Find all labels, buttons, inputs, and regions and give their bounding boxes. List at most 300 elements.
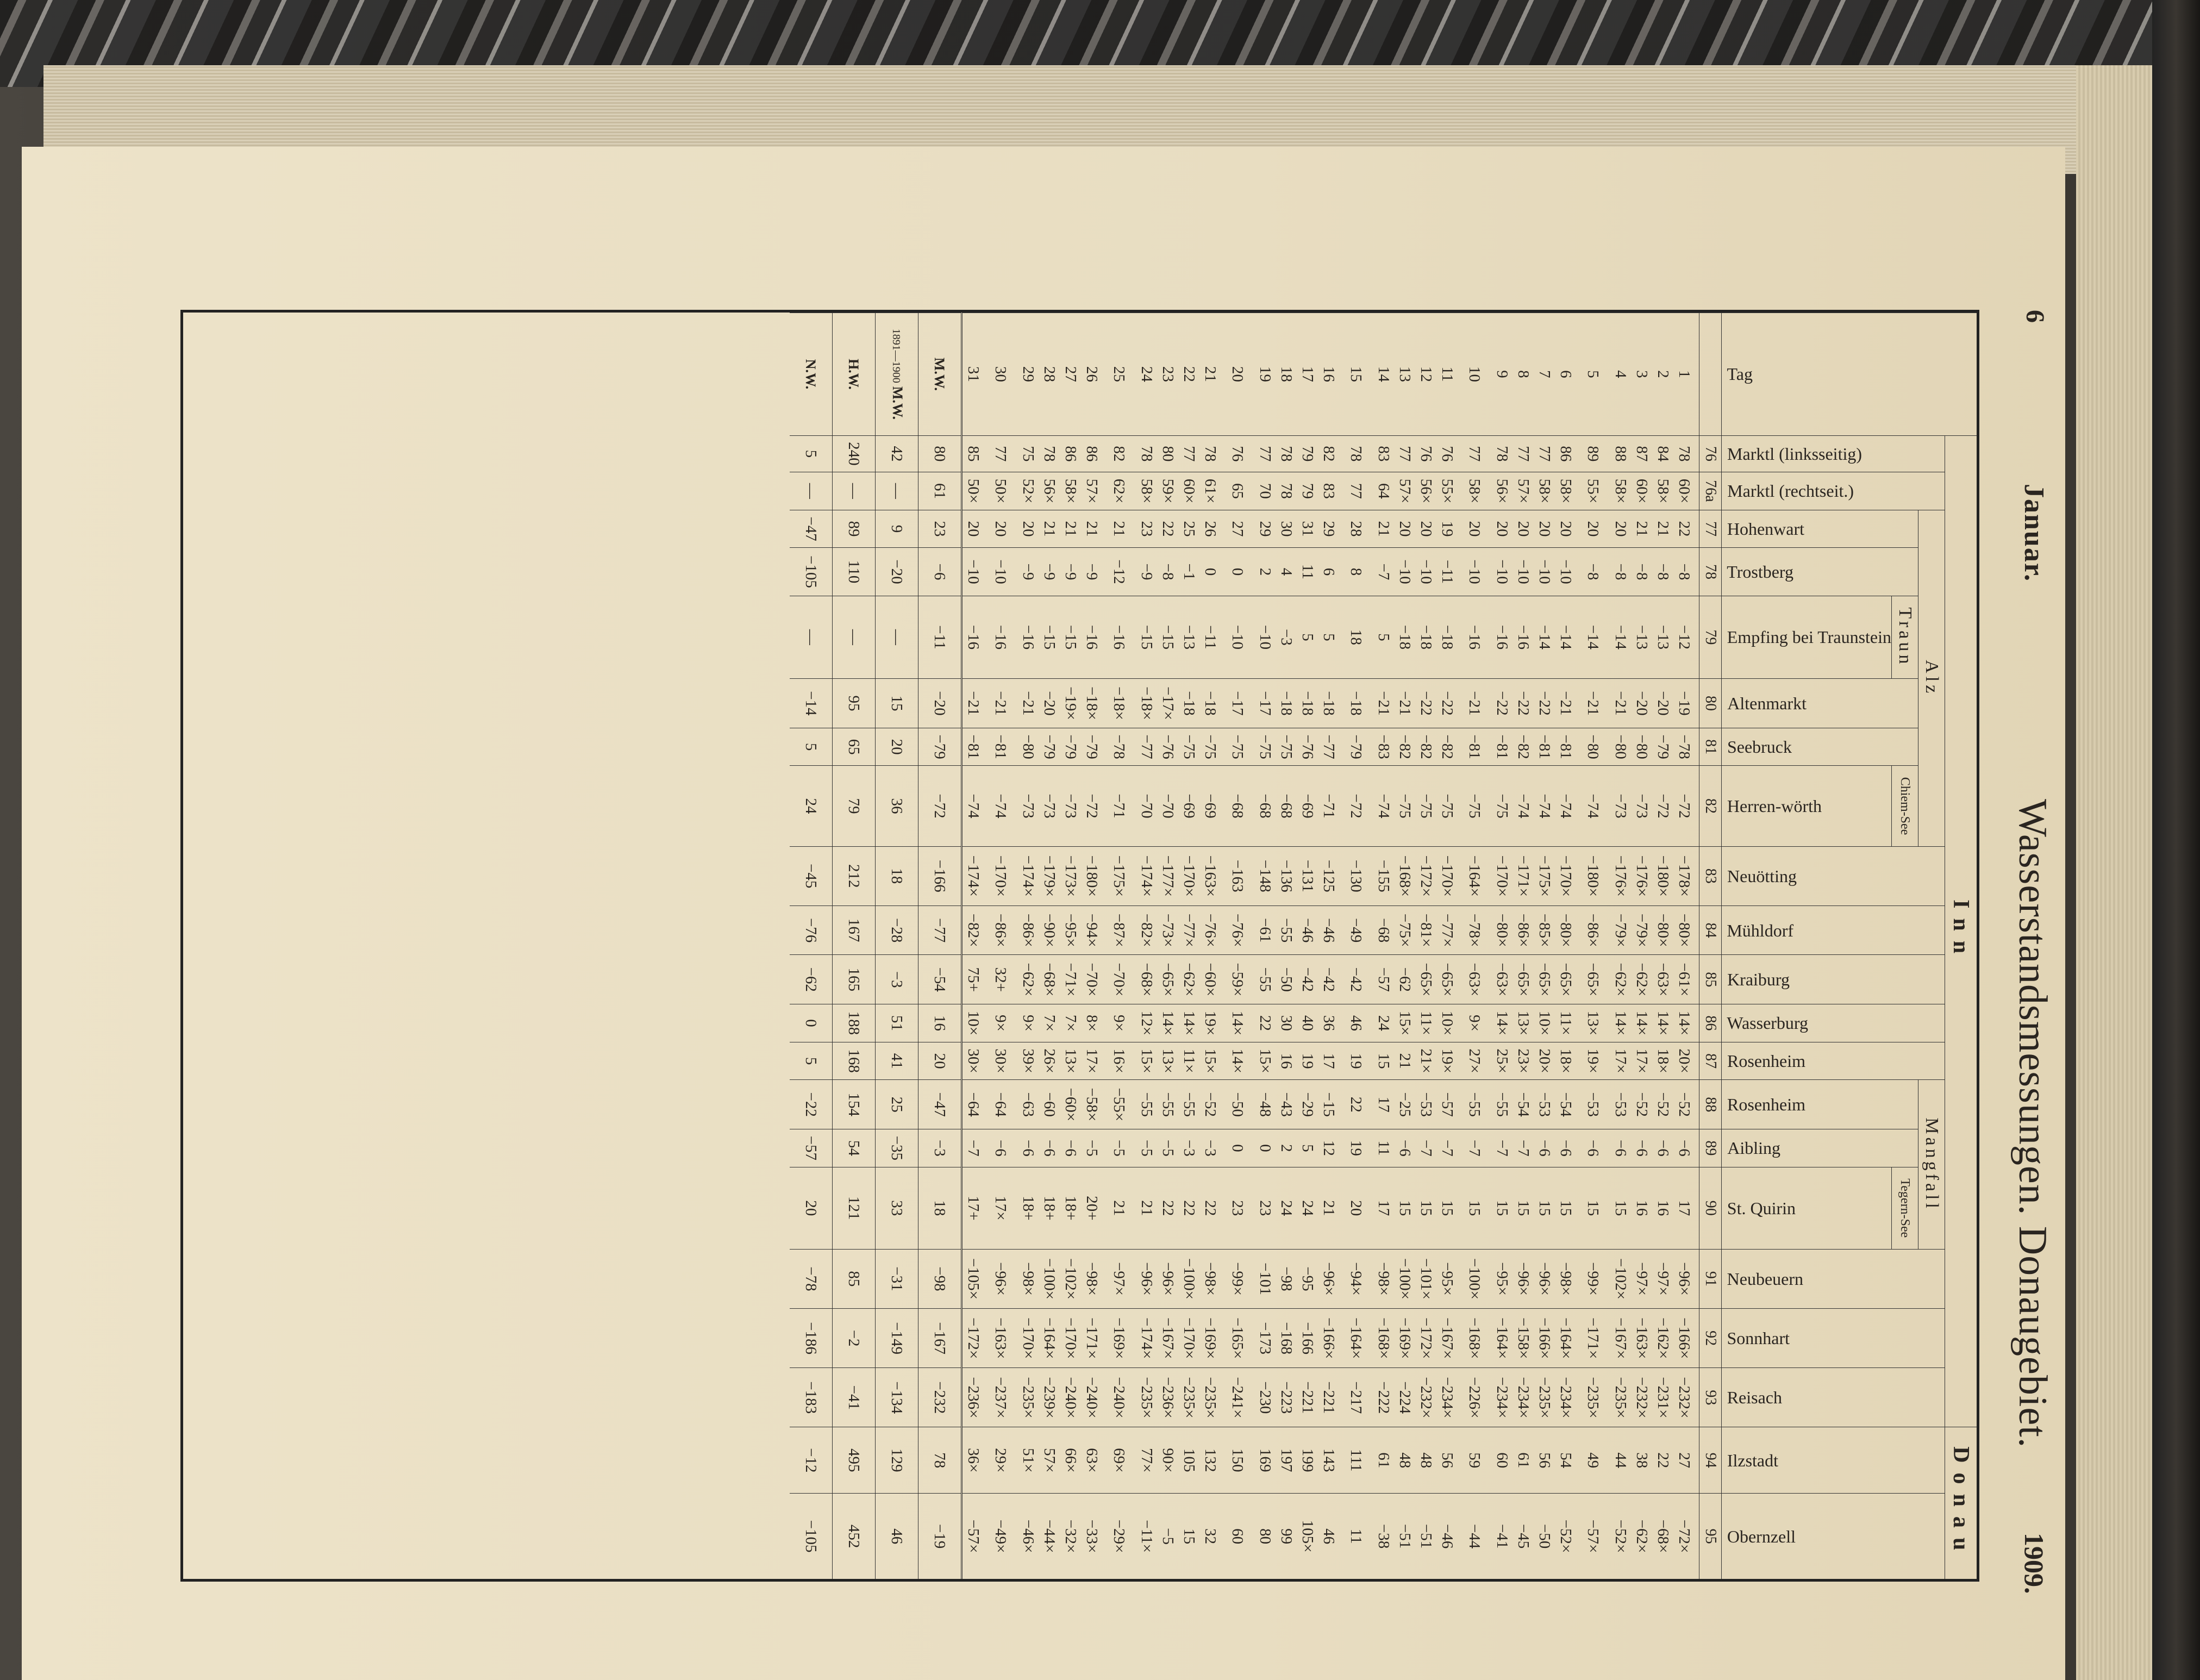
value-cell: −8 — [1157, 548, 1178, 596]
value-cell: −50 — [1534, 1494, 1555, 1579]
value-cell: −62× — [1178, 955, 1199, 1004]
table-row — [1039, 313, 1060, 1579]
value-cell: −164× — [1555, 1309, 1576, 1368]
station-header-13: Rosenheim — [1721, 1080, 1918, 1129]
value-cell: −18 — [1199, 679, 1221, 728]
value-cell: −232 — [918, 1368, 961, 1427]
value-cell: 18+ — [1017, 1167, 1039, 1249]
value-cell: −70 — [1157, 766, 1178, 846]
value-cell: −46 — [1436, 1494, 1458, 1579]
value-cell: −79 — [1339, 728, 1373, 766]
value-cell: 61× — [1199, 472, 1221, 510]
value-cell: −77× — [1178, 905, 1199, 955]
page-edges-side — [2076, 65, 2163, 1680]
value-cell: −19 — [918, 1494, 961, 1579]
value-cell: −45 — [1512, 1494, 1534, 1579]
value-cell: 88 — [1610, 435, 1631, 472]
value-cell: −70× — [1081, 955, 1102, 1004]
value-cell: −21 — [984, 679, 1017, 728]
value-cell: 25 — [875, 1080, 918, 1129]
value-cell: −20 — [918, 679, 961, 728]
period-label-cell — [875, 313, 918, 436]
day-cell: 6 — [1555, 313, 1576, 436]
value-cell: −22 — [1491, 679, 1512, 728]
value-cell: 23× — [1512, 1042, 1534, 1080]
value-cell: 57× — [1081, 472, 1102, 510]
station-number-17: 92 — [1699, 1309, 1721, 1368]
value-cell: −18 — [1297, 679, 1318, 728]
value-cell: 19× — [1436, 1042, 1458, 1080]
value-cell: −241× — [1221, 1368, 1254, 1427]
value-cell: 24 — [1297, 1167, 1318, 1249]
station-header-9: Mühldorf — [1721, 905, 1945, 955]
value-cell: −75 — [1221, 728, 1254, 766]
value-cell: 21 — [1652, 510, 1673, 548]
value-cell: −14 — [1555, 596, 1576, 679]
value-cell: 82 — [1102, 435, 1136, 472]
value-cell: −2 — [832, 1309, 875, 1368]
value-cell: 143 — [1318, 1427, 1339, 1494]
value-cell: 26× — [1039, 1042, 1060, 1080]
value-cell: 20 — [1394, 510, 1415, 548]
value-cell: −74 — [1512, 766, 1534, 846]
value-cell: −80× — [1673, 905, 1699, 955]
value-cell: −69 — [1178, 766, 1199, 846]
value-cell: −13 — [1631, 596, 1652, 679]
value-cell: −149 — [875, 1309, 918, 1368]
value-cell: 18× — [1555, 1042, 1576, 1080]
value-cell: −95 — [1297, 1249, 1318, 1308]
value-cell: 17 — [1373, 1167, 1394, 1249]
value-cell: 0 — [1254, 1129, 1276, 1167]
value-cell: −52 — [1652, 1080, 1673, 1129]
value-cell: −9 — [1039, 548, 1060, 596]
value-cell: −7 — [1415, 1129, 1436, 1167]
value-cell: 495 — [832, 1427, 875, 1494]
value-cell: −80× — [1491, 905, 1512, 955]
value-cell: −98× — [1081, 1249, 1102, 1308]
value-cell: 15× — [1136, 1042, 1157, 1080]
value-cell: −65× — [1534, 955, 1555, 1004]
value-cell: 77× — [1136, 1427, 1157, 1494]
value-cell: −80 — [1610, 728, 1631, 766]
day-cell: 27 — [1060, 313, 1081, 436]
value-cell: 199 — [1297, 1427, 1318, 1494]
value-cell: −1 — [1178, 548, 1199, 596]
value-cell: −6 — [1017, 1129, 1039, 1167]
station-header-5: Altenmarkt — [1721, 679, 1918, 728]
station-header-20: Obernzell — [1721, 1494, 1945, 1579]
value-cell: 30× — [961, 1042, 984, 1080]
value-cell: 14× — [1631, 1004, 1652, 1042]
value-cell: 20 — [961, 510, 984, 548]
value-cell: −5 — [1081, 1129, 1102, 1167]
value-cell: −167× — [1610, 1309, 1631, 1368]
value-cell: −61 — [1254, 905, 1276, 955]
value-cell: −180× — [1081, 846, 1102, 905]
value-cell: 78 — [1276, 435, 1297, 472]
value-cell: 167 — [832, 905, 875, 955]
value-cell: 15 — [1555, 1167, 1576, 1249]
value-cell: 99 — [1276, 1494, 1297, 1579]
value-cell: −78× — [1458, 905, 1491, 955]
value-cell: −57× — [1576, 1494, 1610, 1579]
value-cell: −77 — [1136, 728, 1157, 766]
value-cell: −18 — [1318, 679, 1339, 728]
value-cell: −158× — [1512, 1309, 1534, 1368]
value-cell: 19× — [1199, 1004, 1221, 1042]
value-cell: −235× — [1199, 1368, 1221, 1427]
value-cell: −70 — [1136, 766, 1157, 846]
value-cell: 77 — [1254, 435, 1276, 472]
value-cell: −125 — [1318, 846, 1339, 905]
value-cell: 20 — [984, 510, 1017, 548]
day-cell: 2 — [1652, 313, 1673, 436]
value-cell: −98× — [1373, 1249, 1394, 1308]
value-cell: −98× — [1017, 1249, 1039, 1308]
value-cell: −234× — [1555, 1368, 1576, 1427]
value-cell: 15 — [1610, 1167, 1631, 1249]
water-level-table — [180, 310, 1979, 1582]
station-header-6: Seebruck — [1721, 728, 1918, 766]
value-cell: −170× — [1555, 846, 1576, 905]
value-cell: −46 — [1318, 905, 1339, 955]
value-cell: −13 — [1652, 596, 1673, 679]
value-cell: −61× — [1673, 955, 1699, 1004]
value-cell: −6 — [1534, 1129, 1555, 1167]
day-cell: 29 — [1017, 313, 1039, 436]
value-cell: −234× — [1436, 1368, 1458, 1427]
value-cell: 11 — [1339, 1494, 1373, 1579]
value-cell: 168 — [832, 1042, 875, 1080]
value-cell: −8 — [1652, 548, 1673, 596]
value-cell: 39× — [1017, 1042, 1039, 1080]
value-cell: 22 — [1157, 1167, 1178, 1249]
value-cell: −167× — [1436, 1309, 1458, 1368]
station-number-20: 95 — [1699, 1494, 1721, 1579]
table-row — [1436, 313, 1458, 1579]
value-cell: −96× — [1673, 1249, 1699, 1308]
value-cell: 5 — [1318, 596, 1339, 679]
value-cell: 41 — [875, 1042, 918, 1080]
value-cell: 32+ — [984, 955, 1017, 1004]
value-cell: 17 — [1318, 1042, 1339, 1080]
value-cell: 50× — [984, 472, 1017, 510]
value-cell: 12× — [1136, 1004, 1157, 1042]
day-cell: 21 — [1199, 313, 1221, 436]
value-cell: 21 — [1039, 510, 1060, 548]
day-cell: 5 — [1576, 313, 1610, 436]
value-cell: 36× — [961, 1427, 984, 1494]
station-number-19: 94 — [1699, 1427, 1721, 1494]
value-cell: 95 — [832, 679, 875, 728]
value-cell: 56 — [1436, 1427, 1458, 1494]
value-cell: −171× — [1512, 846, 1534, 905]
value-cell: 87 — [1631, 435, 1652, 472]
value-cell: 11× — [1415, 1004, 1436, 1042]
stat-label: H.W. — [846, 358, 862, 390]
value-cell: 17× — [1081, 1042, 1102, 1080]
value-cell: −55 — [1254, 955, 1276, 1004]
value-cell: −49× — [984, 1494, 1017, 1579]
value-cell: −217 — [1339, 1368, 1373, 1427]
value-cell: 8 — [1339, 548, 1373, 596]
value-cell: 40 — [1297, 1004, 1318, 1042]
day-cell: 20 — [1221, 313, 1254, 436]
value-cell: 55× — [1576, 472, 1610, 510]
value-cell: −230 — [1254, 1368, 1276, 1427]
value-cell: −52 — [1631, 1080, 1652, 1129]
value-cell: 89 — [1576, 435, 1610, 472]
value-cell: −5 — [1136, 1129, 1157, 1167]
value-cell: 240 — [832, 435, 875, 472]
value-cell: −18× — [1102, 679, 1136, 728]
value-cell: −16 — [1491, 596, 1512, 679]
value-cell: 86 — [1060, 435, 1081, 472]
table-row — [1254, 313, 1276, 1579]
value-cell: 85 — [961, 435, 984, 472]
value-cell: −131 — [1297, 846, 1318, 905]
value-cell: −83 — [1373, 728, 1394, 766]
table-row — [1534, 313, 1555, 1579]
value-cell: −46× — [1017, 1494, 1039, 1579]
stat-label: N.W. — [803, 359, 819, 390]
station-number-10: 85 — [1699, 955, 1721, 1004]
value-cell: −175× — [1102, 846, 1136, 905]
value-cell: −8 — [1610, 548, 1631, 596]
table-row — [1415, 313, 1436, 1579]
station-header-12: Rosenheim — [1721, 1042, 1945, 1080]
value-cell: 61 — [1512, 1427, 1534, 1494]
value-cell: 58× — [1534, 472, 1555, 510]
day-cell: 9 — [1491, 313, 1512, 436]
value-cell: −72 — [1652, 766, 1673, 846]
value-cell: −6 — [1652, 1129, 1673, 1167]
value-cell: −76 — [1297, 728, 1318, 766]
value-cell: 13× — [1512, 1004, 1534, 1042]
value-cell: −18 — [1394, 596, 1415, 679]
value-cell: −81 — [961, 728, 984, 766]
value-cell: −11 — [1199, 596, 1221, 679]
value-cell: −78 — [1673, 728, 1699, 766]
value-cell: −11 — [918, 596, 961, 679]
value-cell: −29× — [1102, 1494, 1136, 1579]
value-cell: −10 — [1555, 548, 1576, 596]
stat-label-cell — [790, 313, 833, 436]
table-row — [1017, 313, 1039, 1579]
value-cell: −53 — [1576, 1080, 1610, 1129]
value-cell: −75 — [1276, 728, 1297, 766]
station-header-1: Marktl (rechtseit.) — [1721, 472, 1945, 510]
value-cell: 89 — [832, 510, 875, 548]
value-cell: 80 — [1254, 1494, 1276, 1579]
value-cell: 77 — [1178, 435, 1199, 472]
value-cell: 16 — [1631, 1167, 1652, 1249]
value-cell: −10 — [1491, 548, 1512, 596]
station-header-15: St. Quirin — [1721, 1167, 1891, 1249]
value-cell: 15 — [1415, 1167, 1436, 1249]
value-cell: 55× — [1436, 472, 1458, 510]
group-chiemsee: Chiem-See — [1892, 766, 1918, 846]
value-cell: −164× — [1458, 846, 1491, 905]
value-cell: −81 — [1555, 728, 1576, 766]
value-cell: −11 — [1436, 548, 1458, 596]
day-cell: 25 — [1102, 313, 1136, 436]
value-cell: −15 — [1136, 596, 1157, 679]
value-cell: 2 — [1276, 1129, 1297, 1167]
value-cell: −21 — [1555, 679, 1576, 728]
value-cell: 62× — [1102, 472, 1136, 510]
value-cell: −68 — [1373, 905, 1394, 955]
group-mangfall: Mangfall — [1918, 1080, 1945, 1249]
table-header — [1699, 313, 1977, 1579]
value-cell: −16 — [1512, 596, 1534, 679]
value-cell: −80 — [1017, 728, 1039, 766]
value-cell: −72 — [1339, 766, 1373, 846]
day-cell: 11 — [1436, 313, 1458, 436]
value-cell: −71 — [1102, 766, 1136, 846]
value-cell: −50 — [1276, 955, 1297, 1004]
table-row — [1297, 313, 1318, 1579]
value-cell: −57× — [961, 1494, 984, 1579]
value-cell: −22 — [790, 1080, 833, 1129]
value-cell: −102× — [1610, 1249, 1631, 1308]
value-cell: — — [875, 472, 918, 510]
value-cell: 15× — [1394, 1004, 1415, 1042]
value-cell: 20 — [1610, 510, 1631, 548]
table-row — [1555, 313, 1576, 1579]
value-cell: 30 — [1276, 1004, 1297, 1042]
value-cell: −235× — [1576, 1368, 1610, 1427]
value-cell: −105× — [961, 1249, 984, 1308]
value-cell: 58× — [1060, 472, 1081, 510]
value-cell: −18× — [1081, 679, 1102, 728]
station-header-2: Hohenwart — [1721, 510, 1918, 548]
value-cell: −240× — [1060, 1368, 1081, 1427]
value-cell: −79 — [918, 728, 961, 766]
day-cell: 14 — [1373, 313, 1394, 436]
value-cell: 75+ — [961, 955, 984, 1004]
value-cell: −226× — [1458, 1368, 1491, 1427]
value-cell: 51 — [875, 1004, 918, 1042]
value-cell: −180× — [1652, 846, 1673, 905]
table-body — [790, 313, 1699, 1579]
value-cell: 56× — [1491, 472, 1512, 510]
value-cell: −79 — [1060, 728, 1081, 766]
value-cell: −75 — [1178, 728, 1199, 766]
value-cell: 48 — [1415, 1427, 1436, 1494]
value-cell: 18× — [1652, 1042, 1673, 1080]
value-cell: −73 — [1631, 766, 1652, 846]
value-cell: 14× — [1652, 1004, 1673, 1042]
value-cell: −71 — [1318, 766, 1339, 846]
value-cell: −78 — [1102, 728, 1136, 766]
page-header — [1996, 310, 2055, 1631]
station-number-9: 84 — [1699, 905, 1721, 955]
value-cell: 20 — [1339, 1167, 1373, 1249]
value-cell: −162× — [1652, 1309, 1673, 1368]
day-cell: 4 — [1610, 313, 1631, 436]
value-cell: 58× — [1610, 472, 1631, 510]
value-cell: 111 — [1339, 1427, 1373, 1494]
value-cell: −173× — [1060, 846, 1081, 905]
value-cell: 25× — [1491, 1042, 1512, 1080]
value-cell: 15 — [1512, 1167, 1534, 1249]
value-cell: 110 — [832, 548, 875, 596]
station-number-4: 79 — [1699, 596, 1721, 679]
value-cell: −74 — [1534, 766, 1555, 846]
value-cell: 57× — [1039, 1427, 1060, 1494]
value-cell: −96× — [1136, 1249, 1157, 1308]
value-cell: 14× — [1673, 1004, 1699, 1042]
station-number-2: 77 — [1699, 510, 1721, 548]
value-cell: −100× — [1458, 1249, 1491, 1308]
day-cell: 8 — [1512, 313, 1534, 436]
value-cell: −155 — [1373, 846, 1394, 905]
value-cell: −68× — [1039, 955, 1060, 1004]
value-cell: −177× — [1157, 846, 1178, 905]
value-cell: −43 — [1276, 1080, 1297, 1129]
value-cell: 77 — [1339, 472, 1373, 510]
value-cell: 0 — [1221, 1129, 1254, 1167]
value-cell: 22 — [1254, 1004, 1276, 1042]
value-cell: −80 — [1631, 728, 1652, 766]
day-cell: 26 — [1081, 313, 1102, 436]
value-cell: 78 — [1673, 435, 1699, 472]
value-cell: 4 — [1276, 548, 1297, 596]
value-cell: −236× — [1157, 1368, 1178, 1427]
value-cell: −96× — [1318, 1249, 1339, 1308]
value-cell: −164× — [1339, 1309, 1373, 1368]
value-cell: −22 — [1415, 679, 1436, 728]
table-row — [1199, 313, 1221, 1579]
value-cell: −99× — [1576, 1249, 1610, 1308]
value-cell: −96× — [1512, 1249, 1534, 1308]
value-cell: 21 — [1394, 1042, 1415, 1080]
value-cell: −98 — [918, 1249, 961, 1308]
value-cell: −174× — [1136, 846, 1157, 905]
value-cell: −42 — [1318, 955, 1339, 1004]
value-cell: 105 — [1178, 1427, 1199, 1494]
value-cell: −221 — [1318, 1368, 1339, 1427]
group-inn: Inn — [1945, 435, 1977, 1427]
value-cell: −51 — [1394, 1494, 1415, 1579]
value-cell: 154 — [832, 1080, 875, 1129]
value-cell: −79 — [1081, 728, 1102, 766]
value-cell: −74 — [1555, 766, 1576, 846]
value-cell: 121 — [832, 1167, 875, 1249]
value-cell: −172× — [961, 1309, 984, 1368]
value-cell: 24 — [790, 766, 833, 846]
value-cell: −71× — [1060, 955, 1081, 1004]
value-cell: — — [832, 596, 875, 679]
day-cell: 18 — [1276, 313, 1297, 436]
value-cell: 452 — [832, 1494, 875, 1579]
value-cell: −240× — [1081, 1368, 1102, 1427]
value-cell: — — [875, 596, 918, 679]
value-cell: 2 — [1254, 548, 1276, 596]
value-cell: 51× — [1017, 1427, 1039, 1494]
value-cell: −170× — [1178, 846, 1199, 905]
stat-label: M.W. — [889, 386, 905, 420]
value-cell: −8 — [1576, 548, 1610, 596]
value-cell: 19 — [1339, 1042, 1373, 1080]
value-cell: 58× — [1652, 472, 1673, 510]
value-cell: −22 — [1534, 679, 1555, 728]
value-cell: 30 — [1276, 510, 1297, 548]
value-cell: −44× — [1039, 1494, 1060, 1579]
value-cell: 14× — [1178, 1004, 1199, 1042]
